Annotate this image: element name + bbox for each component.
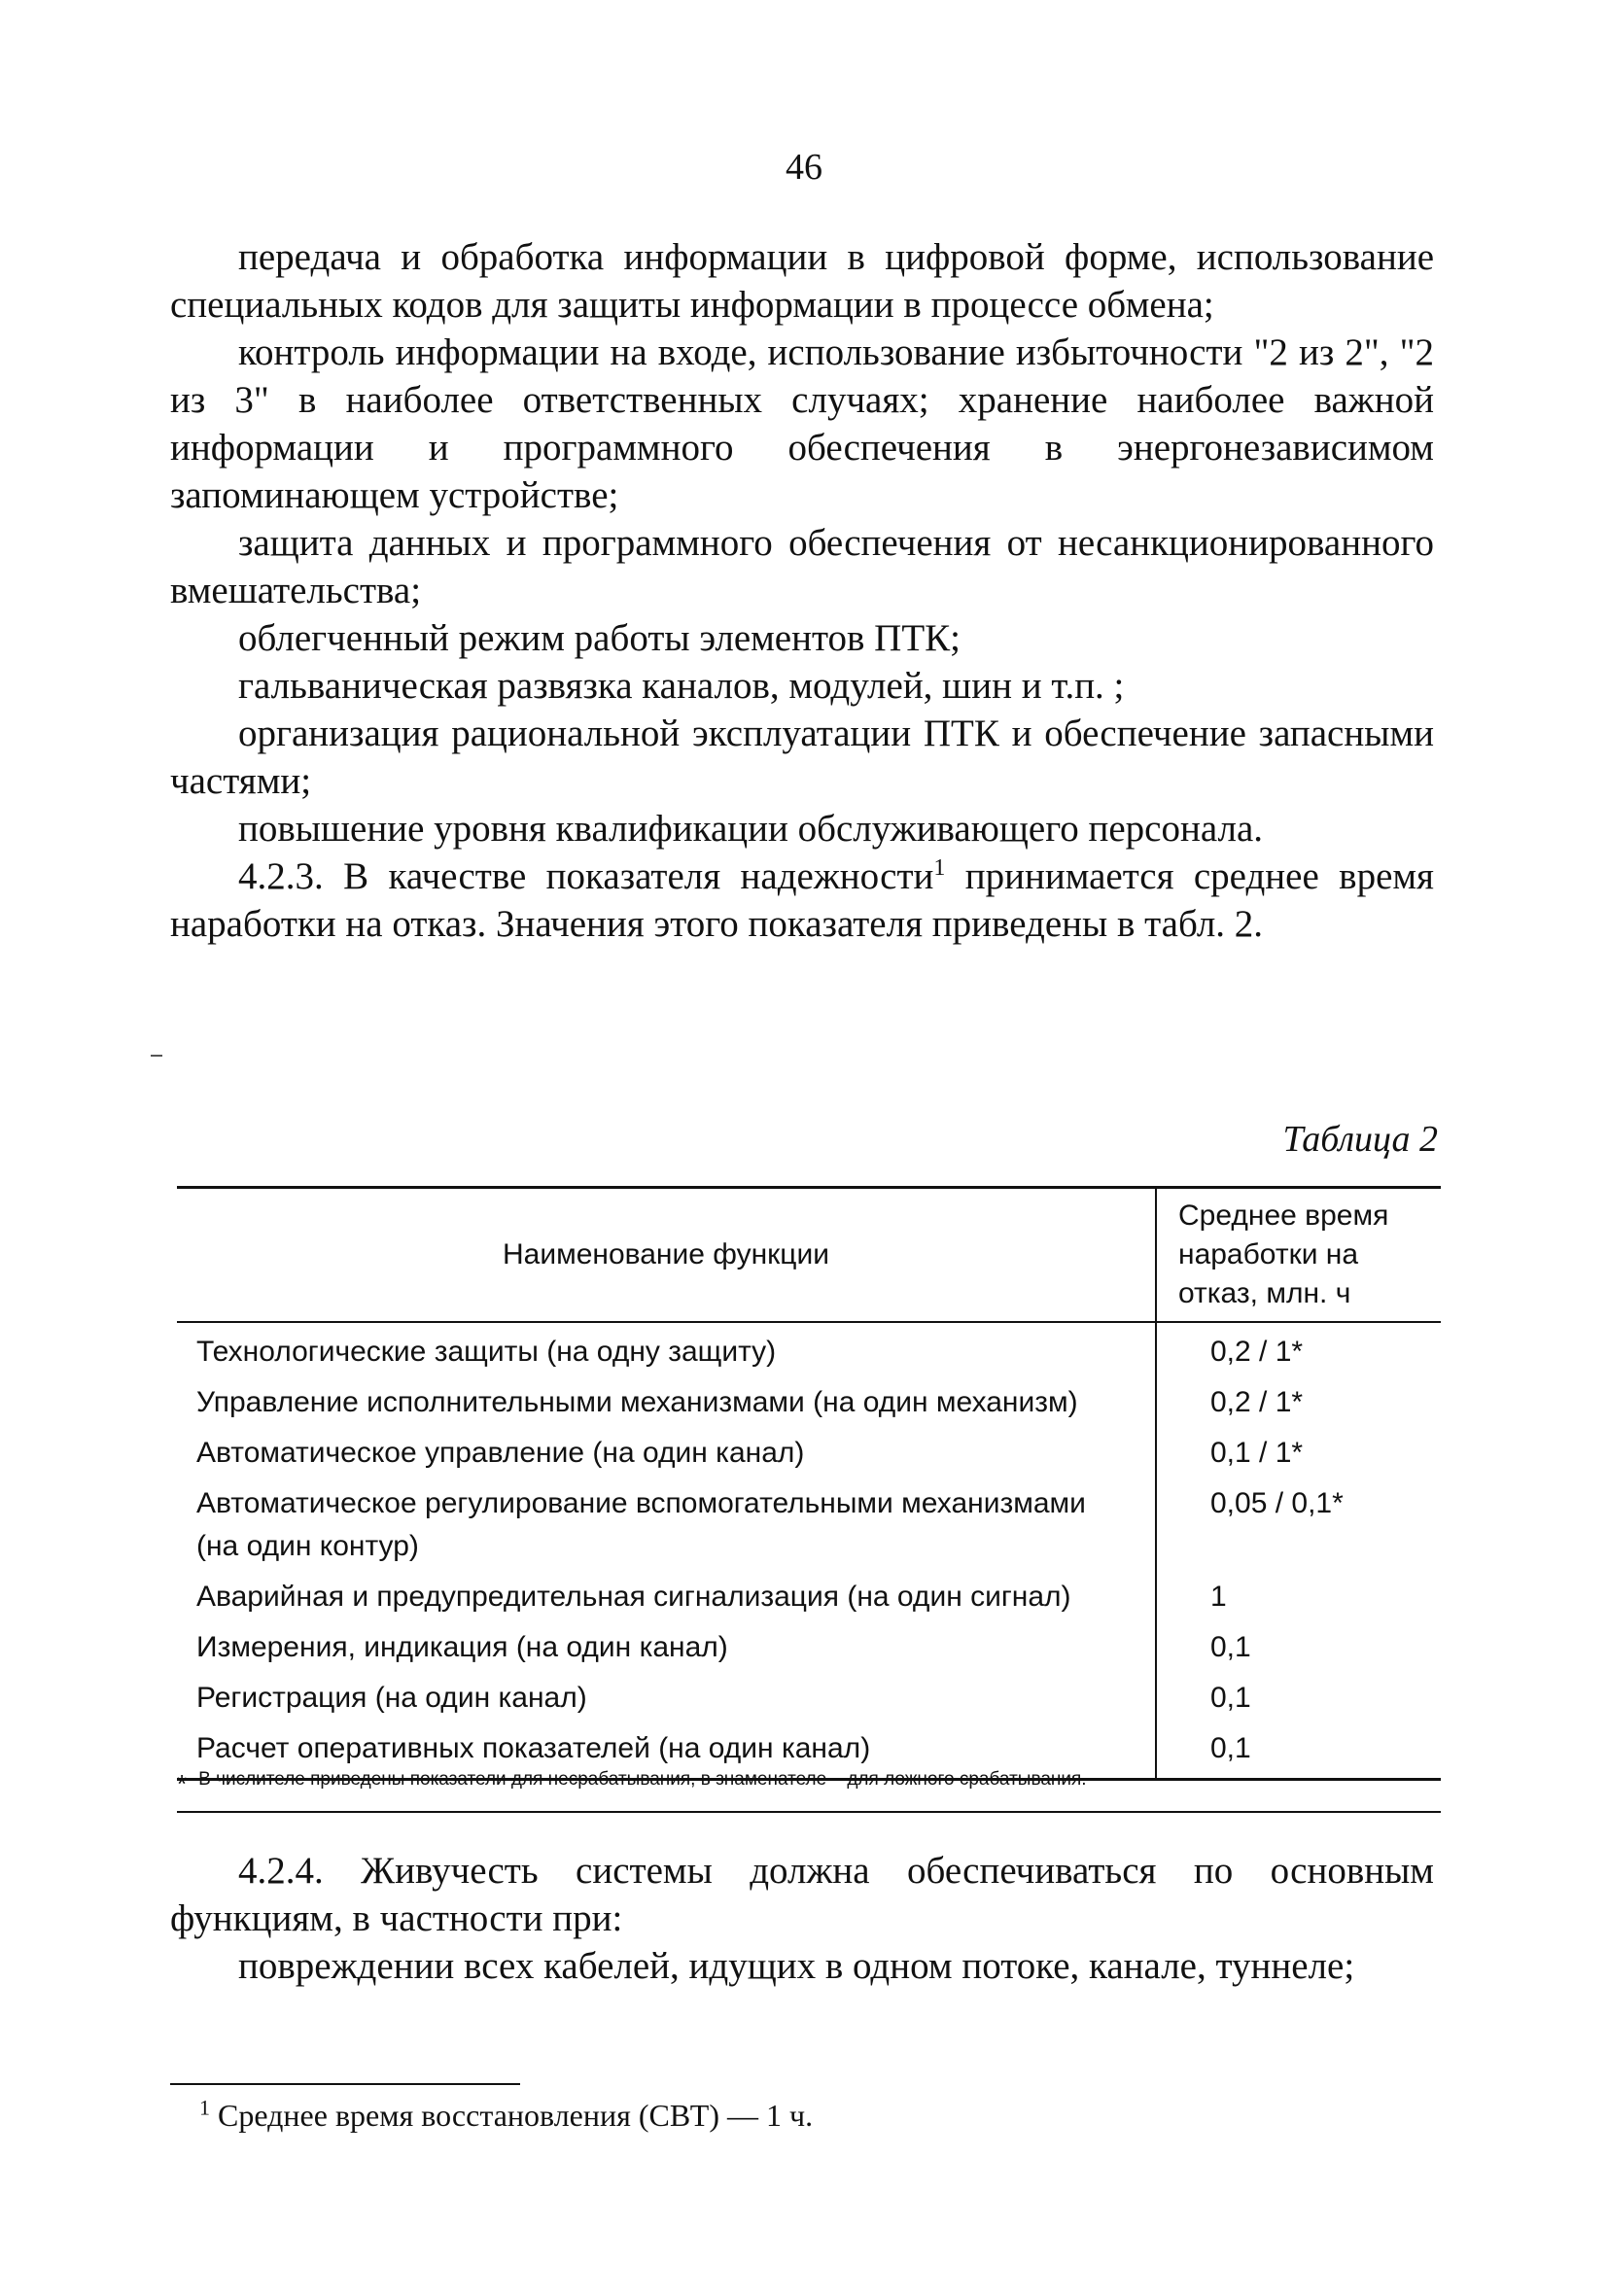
paragraph: защита данных и программного обеспечения от несанкционированного вмешательства;: [170, 522, 1434, 611]
table-note-mark: *: [177, 1769, 188, 1798]
table-note-text: В числителе приведены показатели для несрабатывания, в знаменателе – для ложного срабатывания.: [198, 1769, 1087, 1790]
mtbf-value-cell: 0,2 / 1*: [1210, 1386, 1304, 1418]
column-header-mtbf: [1156, 1188, 1441, 1323]
paragraph-4-2-3-text-end: принимается среднее время наработки на отказ. Значения этого показателя приведены в табл. 2.: [170, 855, 1434, 945]
paragraph-4-2-4: 4.2.4. Живучесть системы должна обеспечиваться по основным функциям, в частности при:: [170, 1850, 1434, 1939]
function-name-cell: Технологические защиты (на одну защиту): [177, 1322, 1156, 1377]
mtbf-value-cell: 1: [1210, 1581, 1227, 1613]
mtbf-value-cell: 0,1: [1210, 1682, 1251, 1714]
footnote: [199, 2095, 814, 2134]
paragraph: повреждении всех кабелей, идущих в одном потоке, канале, туннеле;: [238, 1945, 1355, 1987]
paragraph: повышение уровня квалификации обслуживающего персонала.: [238, 808, 1264, 850]
paragraph: контроль информации на входе, использование избыточности "2 из 2", "2 из 3" в наиболее ответственных случаях; хранение наиболее важной информации и программного обеспечения в энергонезависимом запоминающем устройстве;: [170, 331, 1434, 516]
table-row: [177, 1428, 1441, 1478]
column-header-mtbf-line: наработки на: [1178, 1238, 1359, 1270]
function-name-cell: Аварийная и предупредительная сигнализация (на один сигнал): [177, 1572, 1156, 1622]
table-header-row: [177, 1188, 1441, 1323]
scan-artifact: [151, 1055, 162, 1057]
paragraph: облегченный режим работы элементов ПТК;: [238, 617, 961, 659]
function-name-cell: Регистрация (на один канал): [177, 1673, 1156, 1723]
footnote-text: Среднее время восстановления (СВТ) — 1 ч.: [210, 2098, 814, 2133]
paragraph-4-2-3-text-start: 4.2.3. В качестве показателя надежности: [238, 855, 934, 897]
mtbf-value-cell: 0,2 / 1*: [1210, 1336, 1304, 1368]
footnote-mark: 1: [199, 2095, 210, 2120]
table-row: [177, 1572, 1441, 1622]
column-header-function: Наименование функции: [177, 1188, 1156, 1323]
column-header-mtbf-line: отказ, млн. ч: [1178, 1277, 1351, 1309]
table-row: [177, 1322, 1441, 1377]
function-name-cell: Расчет оперативных показателей (на один канал): [177, 1723, 1156, 1780]
table-row: [177, 1478, 1441, 1572]
mtbf-value-cell: 0,1 / 1*: [1210, 1437, 1304, 1469]
table-row: [177, 1377, 1441, 1428]
body-text-top: [170, 233, 1434, 948]
mtbf-value-cell: 0,1: [1210, 1732, 1251, 1764]
paragraph-4-2-3: [170, 852, 1434, 948]
paragraph: гальваническая развязка каналов, модулей, шин и т.п. ;: [238, 665, 1125, 707]
reliability-table: [177, 1186, 1441, 1781]
function-name-cell: Управление исполнительными механизмами (на один механизм): [177, 1377, 1156, 1428]
function-name-cell: Измерения, индикация (на один канал): [177, 1622, 1156, 1673]
function-name-cell: Автоматическое регулирование вспомогательными механизмами (на один контур): [177, 1478, 1156, 1572]
table-caption: Таблица 2: [1282, 1119, 1438, 1160]
column-header-mtbf-line: Среднее время: [1178, 1200, 1389, 1232]
footnote-reference: 1: [933, 855, 946, 881]
table-row: [177, 1673, 1441, 1723]
function-name-cell: Автоматическое управление (на один канал): [177, 1428, 1156, 1478]
footnote-divider: [170, 2083, 520, 2085]
paragraph: передача и обработка информации в цифровой форме, использование специальных кодов для защиты информации в процессе обмена;: [170, 236, 1434, 326]
table-container: [177, 1186, 1441, 1781]
mtbf-value-cell: 0,1: [1210, 1631, 1251, 1663]
table-note: [177, 1769, 1441, 1813]
mtbf-value-cell: 0,05 / 0,1*: [1210, 1487, 1344, 1519]
page-number: 46: [786, 147, 822, 188]
paragraph: организация рациональной эксплуатации ПТК и обеспечение запасными частями;: [170, 713, 1434, 802]
body-text-bottom: [170, 1847, 1434, 1990]
table-row: [177, 1622, 1441, 1673]
